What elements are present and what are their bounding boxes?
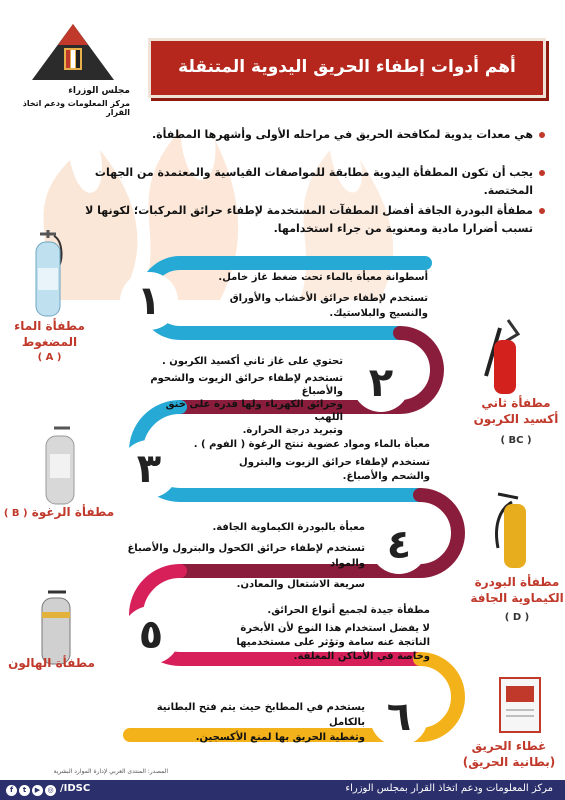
step-1-number: ١ [120,272,178,330]
ext-name: مطفأة البودرة الكيماوية الجافة [470,575,564,605]
ext-name: مطفأة ثاني أكسيد الكربون [473,396,559,426]
bullet-text: يجب أن تكون المطفأة اليدوية مطابقة للمواصفات القياسية والمعتمدة من الجهات المختصة. [94,166,533,197]
step-line: أسطوانة معبأة بالماء تحت ضغط غاز خامل. [218,272,428,283]
bullet-text: مطفأة البودرة الجافة أفضل المطفآت المستخدمة لإطفاء حرائق المركبات؛ لكونها لا تسبب أضرارا مادية ومعنوية من جراء استخدامها. [85,204,533,235]
step-line: وتغطية الحريق بها لمنع الأكسجين. [195,732,365,743]
logo-line1: مجلس الوزراء [68,86,130,96]
step-3-text [185,438,430,484]
footer-bar [0,780,565,800]
foam-extinguisher-icon [40,424,80,506]
step-line: تستخدم لإطفاء حرائق الكحول والبترول والأصباغ والمواد [127,543,365,569]
step-1-text [178,270,428,321]
step-4-number: ٤ [370,516,428,574]
step-6-text [120,700,365,745]
step-line: تستخدم لإطفاء حرائق الزيوت والشحوم والأصباغ [150,373,343,397]
facebook-icon[interactable]: f [6,785,17,796]
ext-label-blanket [455,738,563,770]
water-extinguisher-icon [28,228,68,318]
youtube-icon[interactable]: ▶ [32,785,43,796]
step-line: وحرائق الكهرباء ولها قدرة على خنق اللهب [165,399,343,423]
ext-code: ( BC ) [500,435,532,446]
step-line: مطفأة جيدة لجميع أنواع الحرائق. [267,605,430,616]
ext-label-halon [4,656,99,670]
ext-name: مطفأة الرغوة [31,505,115,519]
bullet-text: هي معدات يدوية لمكافحة الحريق في مراحله الأولى وأشهرها المطفأة. [152,128,533,141]
step-line: لا يفضل استخدام هذا النوع لأن الأبخرة [240,623,430,634]
step-5-number: ٥ [122,606,180,664]
step-line: تحتوي على غاز ثاني أكسيد الكربون . [162,356,343,367]
step-line: وخاصة في الأماكن المغلقة. [293,651,430,662]
step-line: الناتجة عنه سامة وتؤثر على مستخدميها [236,637,430,648]
footer-text: مركز المعلومات ودعم اتخاذ القرار بمجلس الوزراء [345,783,553,794]
step-line: تستخدم لإطفاء حرائق الأخشاب والأوراق [229,293,428,304]
ext-name: مطفأة الماء المضغوط [14,319,85,349]
fire-blanket-icon [498,676,542,734]
step-6-number: ٦ [370,688,428,746]
step-2-number: ٢ [352,354,410,412]
step-4-text [110,520,365,592]
halon-extinguisher-icon [36,588,76,666]
step-line: معبأة بالبودرة الكيماوية الجافة. [212,522,365,533]
ext-code: ( B ) [3,508,28,519]
instagram-icon[interactable]: ◎ [45,785,56,796]
step-line: وتبريد درجة الحرارة. [242,425,343,436]
step-3-number: ٣ [120,440,178,498]
step-line: والشحم والأصباغ. [342,471,430,482]
ext-code: ( A ) [37,352,62,363]
co2-extinguisher-icon [478,316,528,396]
footer-handle: /IDSC [60,783,91,794]
ext-label-dry-powder [470,574,564,626]
page-title: أهم أدوات إطفاء الحريق اليدوية المتنقلة [178,57,516,77]
step-line: والنسيج والبلاستيك. [329,308,428,319]
step-5-text [185,604,430,664]
dry-powder-extinguisher-icon [488,488,533,570]
ext-code: ( D ) [504,612,530,623]
ext-name: غطاء الحريق (بطانية الحريق) [462,739,556,769]
step-line: سريعة الاشتعال والمعادن. [236,579,365,590]
ext-name: مطفأة الهالون [8,656,95,670]
twitter-icon[interactable]: t [19,785,30,796]
step-line: يستخدم في المطابخ حيث يتم فتح البطانية بالكامل [156,702,365,728]
step-line: معبأة بالماء ومواد عضوية تنتج الرغوة ( الفوم ) . [193,439,430,450]
logo-line2: مركز المعلومات ودعم اتخاذ القرار [22,99,130,117]
ext-label-water [2,318,97,366]
ext-label-foam [0,505,118,519]
ext-label-co2 [470,395,562,449]
source-note: المصدر: المنتدى العربي لإدارة الموارد البشرية [53,768,168,775]
step-line: تستخدم لإطفاء حرائق الزيوت والبترول [239,457,430,468]
step-2-text [148,355,343,437]
